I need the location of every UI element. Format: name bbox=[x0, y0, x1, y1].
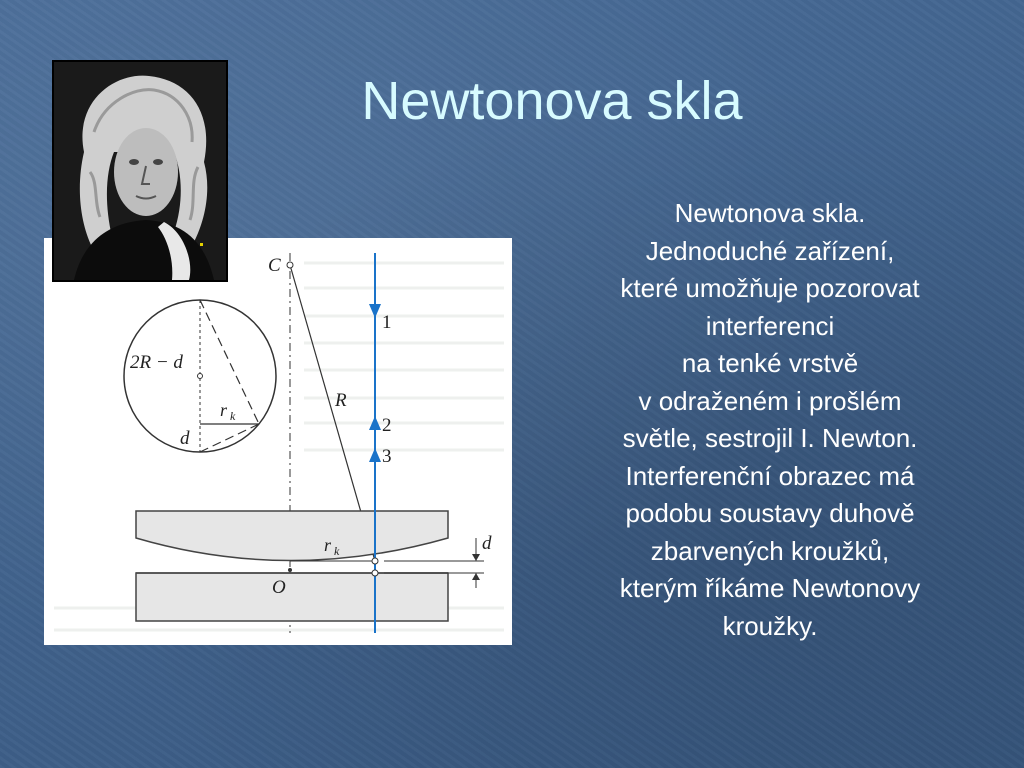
body-line: Jednoduché zařízení, bbox=[645, 235, 895, 266]
body-line: kterým říkáme Newtonovy bbox=[619, 573, 921, 603]
label-rk-circle: r bbox=[220, 400, 228, 420]
body-line: zbarvených kroužků, bbox=[650, 535, 890, 566]
label-o: O bbox=[272, 577, 286, 598]
label-d-circle: d bbox=[180, 428, 190, 449]
label-d-gap: d bbox=[482, 533, 492, 554]
body-line: Interferenční obrazec má bbox=[625, 460, 915, 491]
ray-label-2: 2 bbox=[382, 415, 392, 436]
body-line: na tenké vrstvě bbox=[681, 348, 859, 378]
newton-rings-diagram bbox=[44, 238, 512, 645]
label-c: C bbox=[268, 255, 281, 276]
portrait-image bbox=[52, 60, 228, 282]
body-line: interferenci bbox=[705, 310, 835, 341]
body-text bbox=[560, 195, 980, 645]
body-line: v odraženém i prošlém bbox=[638, 385, 902, 416]
label-rk-lens-sub: k bbox=[334, 544, 340, 558]
body-line: kroužky. bbox=[722, 610, 818, 641]
label-rk-circle-sub: k bbox=[230, 409, 236, 423]
body-line: podobu soustavy duhově bbox=[625, 498, 915, 528]
label-2r-minus-d: 2R − d bbox=[130, 352, 183, 373]
ray-label-3: 3 bbox=[382, 446, 392, 467]
slide-title: Newtonova skla bbox=[361, 71, 743, 131]
label-r: R bbox=[335, 390, 347, 411]
body-line: Newtonova skla. bbox=[674, 198, 866, 228]
body-line: které umožňuje pozorovat bbox=[620, 273, 920, 303]
label-rk-lens: r bbox=[324, 535, 332, 555]
body-line: světle, sestrojil I. Newton. bbox=[622, 423, 918, 453]
ray-label-1: 1 bbox=[382, 312, 392, 333]
